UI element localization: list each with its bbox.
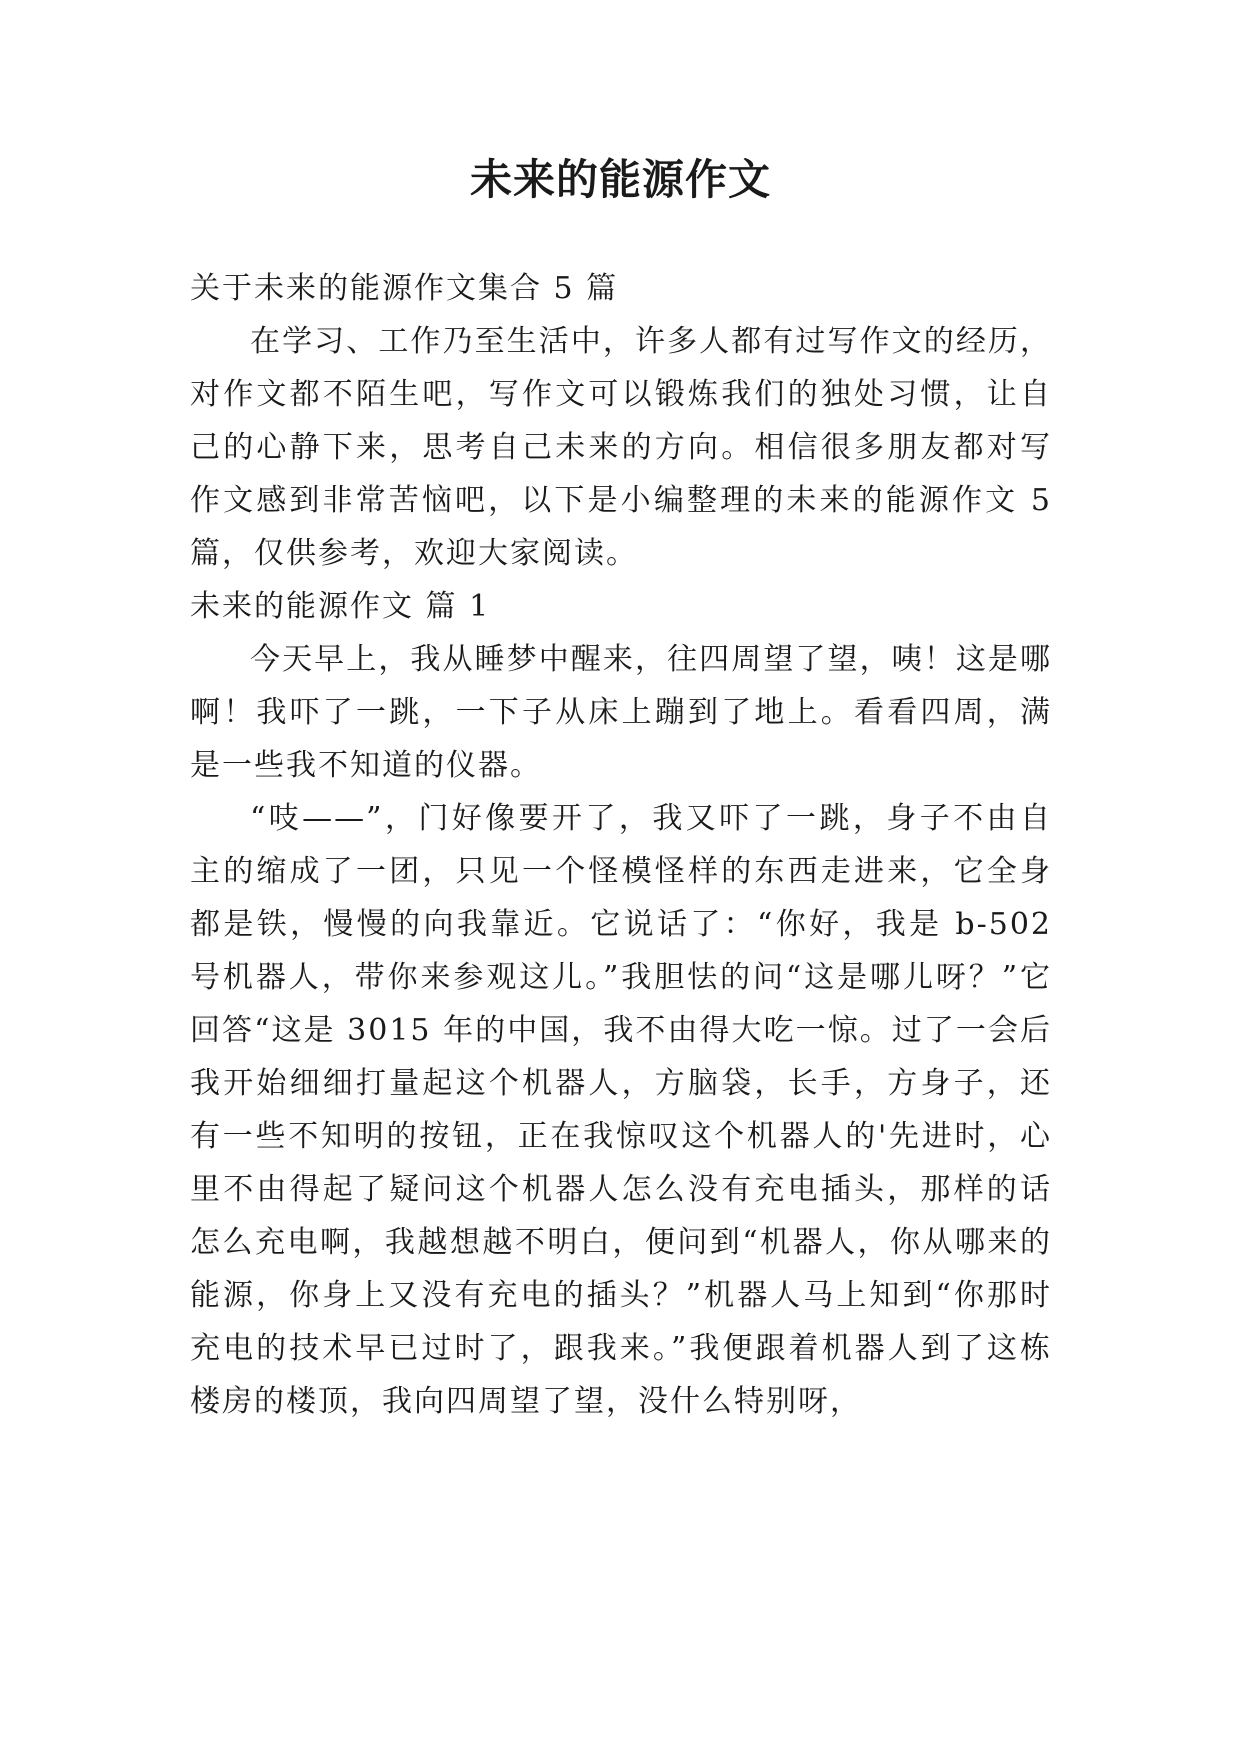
intro-paragraph: 在学习、工作乃至生活中，许多人都有过写作文的经历，对作文都不陌生吧，写作文可以锻炼我们的独处习惯，让自己的心静下来，思考自己未来的方向。相信很多朋友都对写作文感到非常苦恼吧，以下是小编整理的未来的能源作文 5 篇，仅供参考，欢迎大家阅读。 [190,324,1052,571]
document-body [190,262,1052,1428]
section-heading: 未来的能源作文 篇 1 [190,589,491,624]
document-title: 未来的能源作文 [469,155,771,204]
collection-subtitle: 关于未来的能源作文集合 5 篇 [190,271,619,306]
body-paragraph: “吱——”，门好像要开了，我又吓了一跳，身子不由自主的缩成了一团，只见一个怪模怪样的东西走进来，它全身都是铁，慢慢的向我靠近。它说话了：“你好，我是 b-502 号机器人，带你来参观这儿。”我胆怯的问“这是哪儿呀？”它回答“这是 3015 年的中国，我不由得大吃一惊。过了一会后我开始细细打量起这个机器人，方脑袋，长手，方身子，还有一些不知明的按钮，正在我惊叹这个机器人的'先进时，心里不由得起了疑问这个机器人怎么没有充电插头，那样的话怎么充电啊，我越想越不明白，便问到“机器人，你从哪来的能源，你身上又没有充电的插头？”机器人马上知到“你那时充电的技术早已过时了，跟我来。”我便跟着机器人到了这栋楼房的楼顶，我向四周望了望，没什么特别呀， [190,801,1052,1419]
body-paragraph: 今天早上，我从睡梦中醒来，往四周望了望，咦！这是哪啊！我吓了一跳，一下子从床上蹦到了地上。看看四周，满是一些我不知道的仪器。 [190,642,1052,783]
